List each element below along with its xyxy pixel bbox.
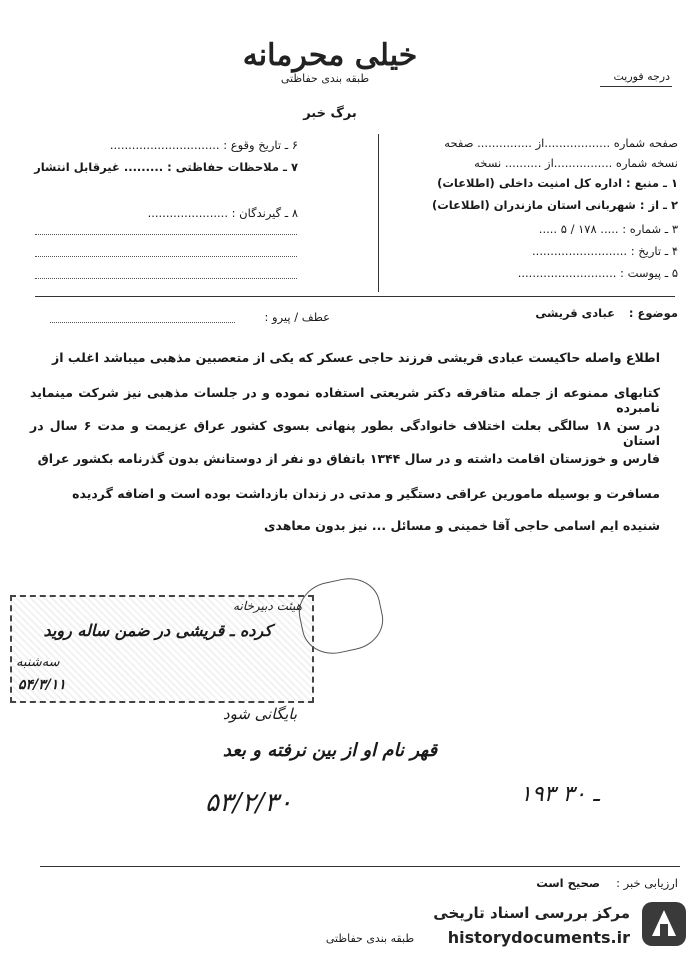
- date-field: ۴ ـ تاریخ : ..........................: [532, 244, 678, 258]
- registry-stamp-box: [10, 595, 314, 703]
- evaluation-label: ارزیابی خبر :: [616, 876, 678, 890]
- handwritten-note-1: بایگانی شود: [222, 705, 298, 723]
- occurrence-date-field: ۶ ـ تاریخ وقوع : ..............................: [109, 138, 298, 152]
- subject-label: موضوع :: [628, 306, 678, 320]
- source-field: ۱ ـ منبع : اداره کل امنیت داخلی (اطلاعات): [437, 176, 678, 190]
- page-number-field: صفحه شماره ..................از ............... صفحه: [444, 136, 678, 150]
- body-line-2: کتابهای ممنوعه از جمله متافرقه دکتر شریعتی استفاده نموده و در جلسات مذهبی نیز شرکت مینماید نامبرده: [30, 385, 660, 415]
- copy-number-field: نسخه شماره ................از .......... نسخه: [474, 156, 678, 170]
- protection-class-label: طبقه بندی حفاظتی: [280, 72, 370, 85]
- classification-heading: خیلی محرمانه: [242, 38, 418, 73]
- archive-watermark-name: مرکز بررسی اسناد تاریخی: [433, 904, 630, 922]
- urgency-label: درجه فوریت: [613, 70, 670, 83]
- form-title: برگ خبر: [303, 106, 357, 121]
- body-line-6: شنیده ایم اسامی حاجی آقا خمینی و مسائل ... نیز بدون معاهدی: [264, 518, 660, 533]
- body-line-4: فارس و خوزستان اقامت داشته و در سال ۱۳۴۴ باتفاق دو نفر از دوستانش بدون گذرنامه بکشور عراق: [37, 451, 660, 466]
- handwritten-note-2: قهر نام او از بین نرفته و بعد: [222, 740, 438, 761]
- body-line-3: در سن ۱۸ سالگی بعلت اختلاف خانوادگی بطور پنهانی بسوی کشور عراق عزیمت و مدت ۶ سال در استان: [30, 418, 660, 448]
- stamp-line-2: کرده ـ قریشی در ضمن ساله روید: [43, 621, 272, 640]
- archive-logo-icon: [638, 898, 690, 950]
- archive-watermark-url[interactable]: historydocuments.ir: [447, 928, 630, 947]
- body-line-5: مسافرت و بوسیله مامورین عراقی دستگیر و مدتی در زندان بازداشت بوده است و اضافه گردیده: [72, 486, 660, 501]
- body-line-1: اطلاع واصله حاکیست عبادی قریشی فرزند حاجی عسکر که یکی از متعصبین مذهبی میباشد اغلب از: [52, 350, 660, 365]
- footer-protection-class: طبقه بندی حفاظتی: [325, 932, 415, 945]
- handwritten-date: ۵۳/۲/۳۰: [205, 788, 293, 818]
- stamp-date: ۵۴/۳/۱۱: [18, 677, 66, 693]
- evaluation-value: صحیح است: [536, 876, 600, 890]
- protection-notes-field: ۷ ـ ملاحظات حفاظتی : ......... غیرقابل انتشار: [34, 160, 298, 174]
- recipients-field: ۸ ـ گیرندگان : ......................: [147, 206, 298, 220]
- from-field: ۲ ـ از : شهربانی استان مازندران (اطلاعات): [431, 198, 678, 212]
- stamp-line-3: سه‌شنبه: [16, 655, 60, 670]
- number-field: ۳ ـ شماره : ..... ۱۷۸ / ۵ .....: [538, 222, 678, 236]
- stamp-line-1: هیئت دبیرخانه: [233, 599, 302, 613]
- attachment-field: ۵ ـ پیوست : ...........................: [517, 266, 678, 280]
- subject-value: عبادی قریشی: [535, 306, 615, 320]
- handwritten-code: ۱۹۳ ـ ۳۰: [520, 782, 600, 807]
- reference-label: عطف / پیرو :: [264, 310, 330, 324]
